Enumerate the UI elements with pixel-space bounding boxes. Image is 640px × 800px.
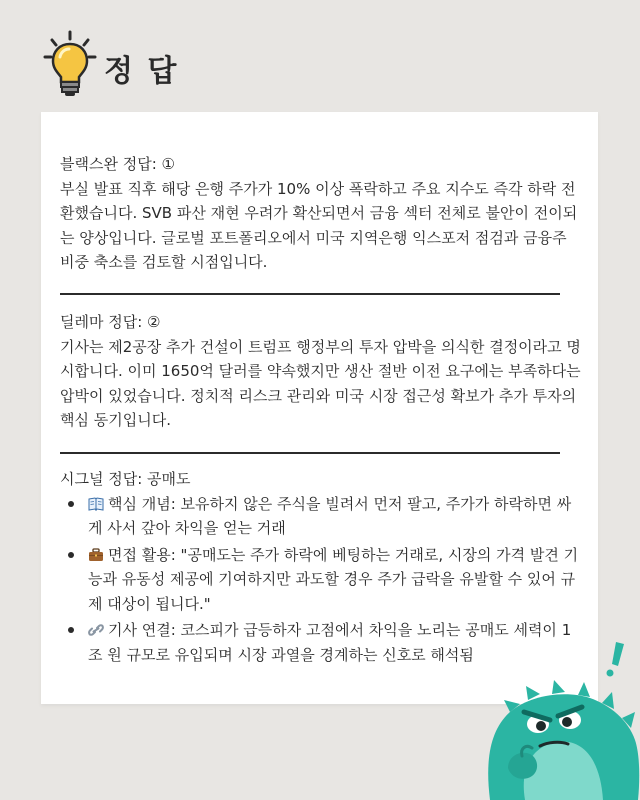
page-title: 정 답 bbox=[104, 54, 179, 89]
divider bbox=[60, 452, 560, 454]
bullet-text: 면접 활용: "공매도는 주가 하락에 베팅하는 거래로, 시장의 가격 발견 기능과 유동성 제공에 기여하지만 과도할 경우 주가 급락을 유발할 수 있어 규제 대상이 됩니다." bbox=[88, 545, 579, 613]
section-body: 기사는 제2공장 추가 건설이 트럼프 행정부의 투자 압박을 의식한 결정이라고 명시합니다. 이미 1650억 달러를 약속했지만 생산 절반 이전 요구에는 부족하다는 압박이 있었습니다. 정치적 리스크 관리와 미국 시장 접근성 확보가 추가 투자의 핵심 동기입니다. bbox=[60, 337, 581, 429]
lightbulb-icon bbox=[42, 30, 98, 100]
section-dilemma bbox=[60, 310, 585, 433]
page-header bbox=[42, 30, 178, 100]
divider bbox=[60, 293, 560, 295]
briefcase-icon bbox=[88, 548, 104, 562]
book-icon bbox=[88, 497, 104, 511]
section-title: 블랙스완 정답: ① bbox=[60, 155, 175, 173]
answer-card bbox=[41, 112, 598, 704]
bullet-text: 기사 연결: 코스피가 급등하자 고점에서 차익을 노리는 공매도 세력이 1조 원 규모로 유입되며 시장 과열을 경계하는 신호로 해석됨 bbox=[88, 621, 572, 664]
section-body: 부실 발표 직후 해당 은행 주가가 10% 이상 폭락하고 주요 지수도 즉각 하락 전환했습니다. SVB 파산 재현 우려가 확산되면서 금융 섹터 전체로 불안이 전이되는 양상입니다. 글로벌 포트폴리오에서 미국 지역은행 익스포저 점검과 금융주 비중 축소를 검토할 시점입니다. bbox=[60, 179, 578, 271]
section-black-swan bbox=[60, 152, 585, 275]
section-signal bbox=[60, 467, 585, 669]
list-item bbox=[60, 492, 585, 541]
exclamation-icon bbox=[607, 642, 625, 677]
list-item bbox=[60, 543, 585, 617]
section-title: 딜레마 정답: ② bbox=[60, 313, 161, 331]
dinosaur-mascot bbox=[470, 640, 640, 800]
section-title: 시그널 정답: 공매도 bbox=[60, 470, 191, 488]
link-icon bbox=[88, 623, 104, 637]
bullet-text: 핵심 개념: 보유하지 않은 주식을 빌려서 먼저 팔고, 주가가 하락하면 싸게 사서 갚아 차익을 얻는 거래 bbox=[88, 494, 572, 537]
